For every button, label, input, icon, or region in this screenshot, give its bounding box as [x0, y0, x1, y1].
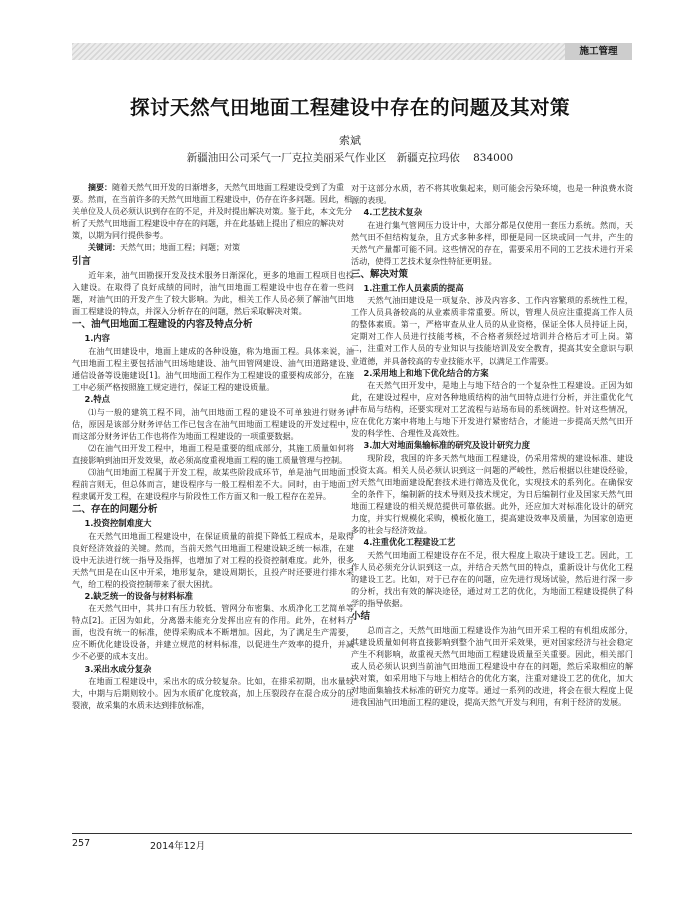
keywords-label: 关键词：: [88, 243, 120, 253]
subsection-heading: 2.特点: [84, 394, 110, 405]
subsection-heading: 1.投资控制难度大: [84, 518, 152, 529]
abstract-label: 摘要：: [88, 183, 112, 192]
section-heading: 小结: [351, 610, 371, 622]
issue-date: 2014年12月: [150, 841, 206, 852]
body-paragraph: 在天然气田中，其井口有压力较低、管网分布密集、水质净化工艺简单等特点[2]。正因为如此，分离器未能充分发挥出应有的作用。此外，在材料方面，也没有统一的标准，使得采购成本不断增加。因此，为了满足生产需要，应不断优化建设设备，并建立规范的材料标准，以促进生产效率的提升，并减少不必要的成本支出。: [72, 603, 354, 662]
left-column: [72, 182, 354, 711]
subsection-heading: 2.采用地上和地下优化结合的方案: [363, 367, 489, 378]
body-paragraph: 在地面工程建设中，采出水的成分较复杂。比如，在排采初期，出水量较大，中期与后期则较小。因为水质矿化度较高，加上压裂段存在混合成分的压裂液，故采集的水质未达到排放标准，: [72, 676, 354, 711]
right-body: [351, 182, 633, 708]
subsection-heading: 1.内容: [84, 333, 110, 344]
section-heading: 二、存在的问题分析: [72, 504, 158, 516]
body-paragraph: 在进行集气管网压力设计中，大部分都是仅使用一套压力系统。然而，天然气田不但结构复杂，且方式多种多样，即便是同一区块或同一气井，产生的天然气产量都可能不同。这些情况的存在，需要采用不同的工艺技术进行开采活动，使得工艺技术复杂性特征更明显。: [351, 219, 633, 266]
section-heading: 引言: [72, 256, 92, 268]
section-heading: 三、解决对策: [351, 268, 409, 280]
abstract: [72, 182, 354, 242]
body-paragraph: 在油气田建设中，地面上建成的各种设施，称为地面工程。具体来说，油气田地面工程主要包括油气田场地建设、油气田管网建设、油气田道路建设、通信设备等设施建设[1]。油气田地面工程作为工程建设的重要构成部分，在施工中必须严格按照施工规定进行，保证工程的建设质量。: [72, 345, 354, 393]
affiliation: 新疆油田公司采气一厂克拉美丽采气作业区 新疆克拉玛依 834000: [186, 152, 514, 164]
right-column: [351, 182, 633, 708]
body-paragraph: ⑴与一般的建筑工程不同，油气田地面工程的建设不可单独进行财务评估，原因是该部分财务评估工作已包含在油气田地面工程建设的开发过程中，而这部分财务评估工作也将作为地面工程建设的一项重要数据。: [72, 406, 354, 441]
subsection-heading: 2.缺乏统一的设备与材料标准: [84, 590, 193, 601]
keywords-text: 天然气田；地面工程；问题；对策: [120, 243, 240, 253]
body-paragraph: 对于这部分水质，若不将其收集起来，则可能会污染环境，也是一种浪费水资源的表现。: [351, 183, 633, 206]
body-paragraph: 近年来，油气田勘探开发及技术服务日渐深化，更多的地面工程项目也投入建设。在取得了良好成绩的同时，油气田地面工程建设中也存在着一些问题，对油气田的开发产生了较大影响。为此，相关工作人员必须了解油气田地面工程建设的特点，并深入分析存在的问题，然后采取解决对策。: [72, 270, 354, 317]
section-heading: 一、油气田地面工程建设的内容及特点分析: [72, 319, 253, 331]
body-paragraph: 总而言之，天然气田地面工程建设作为油气田开采工程的有机组成部分，其建设质量如何将直接影响到整个油气田开采效果，更对国家经济与社会稳定产生不利影响，故重视天然气田地面工程建设质量至关重要。因此，相关部门或人员必须认识到当前油气田地面工程建设中存在的问题，然后采取相应的解决对策，如采用地下与地上相结合的优化方案，注重对建设工艺的优化，加大对地面集输技术标准的研究力度等。通过一系列的改进，将会在很大程度上促进我国油气田地面工程的建设，提高天然气开发与利用，有利于经济的发展。: [351, 624, 633, 708]
page-number: 257: [72, 838, 91, 849]
body-paragraph: 现阶段，我国的许多天然气地面工程建设，仍采用常规的建设标准、建设投资太高。相关人员必须认识到这一问题的严峻性，然后根据以往建设经验，对天然气田地面建设配套技术进行筛选及优化，实现技术的系列化。在确保安全的条件下，编制新的技术导则及技术规定，为日后编制行业及国家天然气田地面工程建设的相关规范提供可靠依据。此外，还应加大对标准化设计的研究力度，并实行规模化采购，模板化施工，提高建设效率及质量，为国家创造更多的社会与经济效益。: [351, 452, 633, 536]
subsection-heading: 4.注重优化工程建设工艺: [363, 537, 456, 548]
header-band: [72, 43, 632, 60]
subsection-heading: 4.工艺技术复杂: [363, 207, 423, 218]
subsection-heading: 3.采出水成分复杂: [84, 663, 152, 674]
keywords: [72, 242, 354, 254]
body-paragraph: 在天然气田地面工程建设中，在保证质量的前提下降低工程成本，是取得良好经济效益的关键。然而，当前天然气田地面工程建设缺乏统一标准，在建设中无法进行统一指导及指挥，也增加了对工程的投资控制难度。此外，很多天然气田是在山区中开采，地形复杂，建设周期长，且投产时还要进行排水采气，给工程的投资控制带来了很大困扰。: [72, 530, 354, 589]
footer-divider: [72, 833, 632, 834]
subsection-heading: 1.注重工作人员素质的提高: [363, 282, 464, 293]
body-paragraph: 天然气田地面工程建设存在不足，很大程度上取决于建设工艺。因此，工作人员必须充分认识到这一点，并结合天然气田的特点，重新设计与优化工程的建设工艺。比如，对于已存在的问题，应先进行现场试验，然后进行深一步的分析，找出有效的解决途径，通过对工艺的优化，为地面工程建设提供了科学的指导依据。: [351, 549, 633, 608]
body-paragraph: 天然气油田建设是一项复杂、涉及内容多、工作内容繁琐的系统性工程，工作人员具备较高的从业素质非常重要。所以，管理人员应注重提高工作人员的整体素质。第一，严格审查从业人员的从业资格，保证全体人员持证上岗，定期对工作人员进行技能考核，不合格者须经过培训并合格后才可上岗。第二，注重对工作人员的专业知识与技能培训及安全教育，提高其安全意识与职业道德，并具备较高的专业技能水平，以满足工作需要。: [351, 295, 633, 366]
left-body: [72, 255, 354, 711]
section-label: 施工管理: [565, 43, 632, 60]
body-paragraph: ⑶油气田地面工程属于开发工程，故某些阶段成环节，单是油气田地面工程前言则无，但总体而言，建设程序与一般工程相差不大。同时，由于地面工程隶属开发工程，在建设程序与阶段性工作方面又和一般工程存在差异。: [72, 466, 354, 501]
subsection-heading: 3.加大对地面集输标准的研究及设计研究力度: [363, 440, 531, 451]
article-title: 探讨天然气田地面工程建设中存在的问题及其对策: [129, 96, 570, 119]
author: 索斌: [339, 134, 361, 147]
body-paragraph: 在天然气田开发中，是地上与地下结合的一个复杂性工程建设。正因为如此，在建设过程中，应对各种地质结构的油气田特点进行分析，并注重优化气井布局与结构，还要实现对工艺流程与站场布局的系统调控。针对这些情况，应在优化方案中将地上与地下开发进行紧密结合，才能进一步提高天然气田开发的科学性、合理性及高效性。: [351, 380, 633, 439]
body-paragraph: ⑵在油气田开发工程中，地面工程是重要的组成部分，其施工质量如何将直接影响到油田开发效果，故必须高度重视地面工程的施工质量管理与控制。: [72, 442, 354, 465]
abstract-text: 随着天然气田开发的日渐增多，天然气田地面工程建设受到了为重要。然而，在当前许多的天然气田地面工程建设中，仍存在许多问题。因此，相关单位及人员必须认识到存在的不足，并及时提出解决对策。鉴于此，本文先分析了天然气田地面工程建设中存在的问题，并在此基础上提出了相应的解决对策，以期为同行提供参考。: [72, 183, 352, 241]
